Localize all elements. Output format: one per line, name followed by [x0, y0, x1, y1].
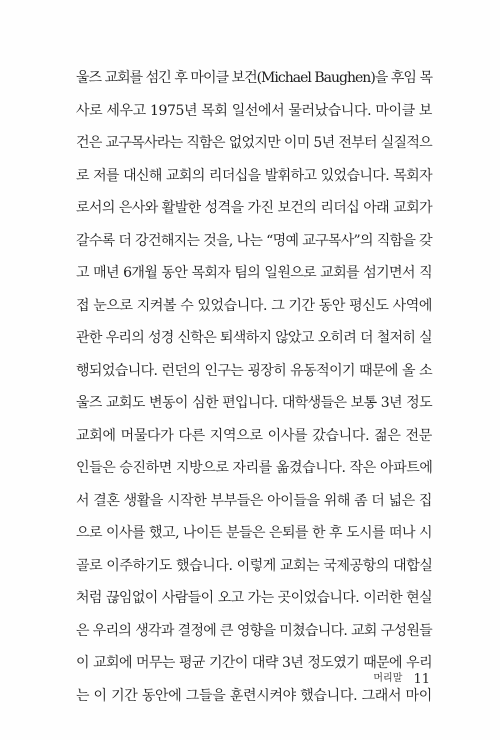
page-number: 11 — [413, 672, 430, 687]
text-line: 처럼 끊임없이 사람들이 오고 가는 곳이었습니다. 이러한 현실 — [76, 590, 432, 606]
text-line: 이 교회에 머무는 평균 기간이 대략 3년 정도였기 때문에 우리 — [76, 655, 432, 671]
text-line: 로서의 은사와 활발한 성격을 가진 보건의 리더십 아래 교회가 — [76, 200, 432, 216]
text-line: 로 저를 대신해 교회의 리더십을 발휘하고 있었습니다. 목회자 — [76, 167, 432, 184]
text-line: 골로 이주하기도 했습니다. 이렇게 교회는 국제공항의 대합실 — [76, 557, 433, 574]
body-text — [76, 62, 432, 712]
text-line: 접 눈으로 지켜볼 수 있었습니다. 그 기간 동안 평신도 사역에 — [76, 297, 432, 314]
page-footer — [373, 668, 430, 687]
text-line: 은 우리의 생각과 결정에 큰 영향을 미쳤습니다. 교회 구성원들 — [76, 622, 432, 639]
running-head: 머리말 — [373, 673, 403, 684]
text-line: 행되었습니다. 런던의 인구는 굉장히 유동적이기 때문에 올 소 — [76, 362, 432, 379]
text-line: 갈수록 더 강건해지는 것을, 나는 “명예 교구목사”의 직함을 갖 — [76, 232, 432, 249]
text-line: 는 이 기간 동안에 그들을 훈련시켜야 했습니다. 그래서 마이 — [76, 687, 432, 704]
text-line: 고 매년 6개월 동안 목회자 팀의 일원으로 교회를 섬기면서 직 — [76, 265, 432, 281]
text-line: 울즈 교회도 변동이 심한 편입니다. 대학생들은 보통 3년 정도 — [76, 395, 432, 411]
text-line: 관한 우리의 성경 신학은 퇴색하지 않았고 오히려 더 철저히 실 — [76, 330, 432, 346]
text-line: 인들은 승진하면 지방으로 자리를 옮겼습니다. 작은 아파트에 — [76, 460, 433, 476]
text-line: 울즈 교회를 섬긴 후 마이클 보건(Michael Baughen)을 후임 목 — [76, 70, 432, 86]
text-line: 서 결혼 생활을 시작한 부부들은 아이들을 위해 좀 더 넓은 집 — [76, 492, 432, 509]
text-line: 교회에 머물다가 다른 지역으로 이사를 갔습니다. 젊은 전문 — [76, 427, 432, 444]
text-line: 사로 세우고 1975년 목회 일선에서 물러났습니다. 마이클 보 — [76, 102, 432, 119]
text-line: 으로 이사를 했고, 나이든 분들은 은퇴를 한 후 도시를 떠나 시 — [76, 525, 433, 541]
text-line: 건은 교구목사라는 직함은 없었지만 이미 5년 전부터 실질적으 — [76, 135, 432, 151]
